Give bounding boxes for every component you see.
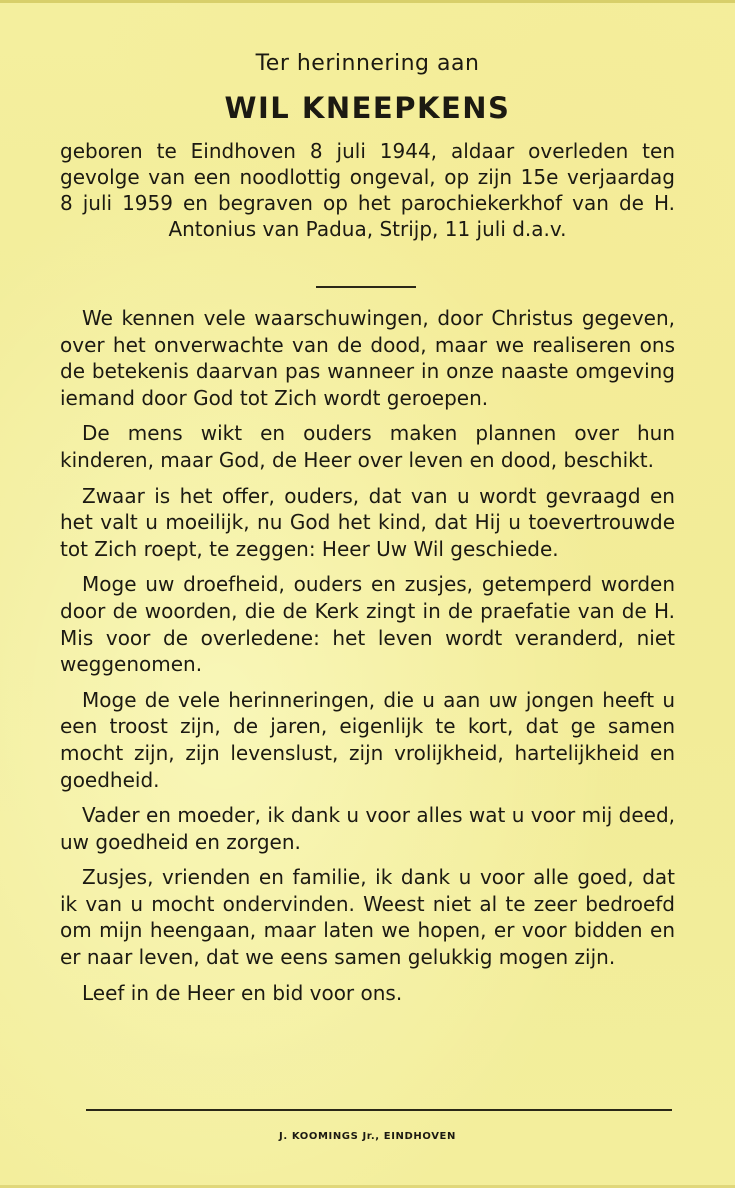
paragraph: Vader en moeder, ik dank u voor alles wat u voor mij deed, uw goedheid en zorgen.: [60, 803, 675, 854]
paragraph: We kennen vele waarschuwingen, door Christus gegeven, over het onverwachte van de dood, maar we realiseren ons de betekenis daarvan pas wanneer in onze naaste omgeving iemand door God tot Zich wordt geroepen.: [60, 306, 675, 410]
paragraph: Moge uw droefheid, ouders en zusjes, getemperd worden door de woorden, die de Kerk zingt in de praefatie van de H. Mis voor de overledene: het leven wordt veranderd, niet weggenomen.: [60, 572, 675, 677]
memorial-text: [60, 305, 675, 1015]
paragraph: Moge de vele herinneringen, die u aan uw jongen heeft u een troost zijn, de jaren, eigenlijk te kort, dat ge samen mocht zijn, zijn levenslust, zijn vrolijkheid, hartelijkheid en goedheid.: [60, 687, 675, 792]
deceased-name: WIL KNEEPKENS: [224, 91, 511, 125]
printer-imprint: J. KOOMINGS Jr., EINDHOVEN: [279, 1131, 456, 1142]
paragraph: Leef in de Heer en bid voor ons.: [82, 980, 403, 1005]
long-divider: [86, 1109, 672, 1111]
short-divider: [316, 286, 416, 288]
paragraph: Zusjes, vrienden en familie, ik dank u voor alle goed, dat ik van u mocht ondervinden. Weest niet al te zeer bedroefd om mijn heengaan, maar laten we hopen, er voor bidden en er naar leven, dat we eens samen gelukkig mogen zijn.: [60, 865, 675, 970]
intro-line: Ter herinnering aan: [255, 51, 480, 76]
paragraph: Zwaar is het offer, ouders, dat van u wordt gevraagd en het valt u moeilijk, nu God het kind, dat Hij u toevertrouwde tot Zich roept, te zeggen: Heer Uw Wil geschiede.: [60, 483, 675, 561]
birth-death-details: geboren te Eindhoven 8 juli 1944, aldaar overleden ten gevolge van een noodlottig ongeval, op zijn 15e verjaardag 8 juli 1959 en begraven op het parochiekerkhof van de H. Antonius van Padua, Strijp, 11 juli d.a.v.: [60, 139, 675, 241]
paragraph: De mens wikt en ouders maken plannen over hun kinderen, maar God, de Heer over leven en dood, beschikt.: [60, 421, 675, 472]
